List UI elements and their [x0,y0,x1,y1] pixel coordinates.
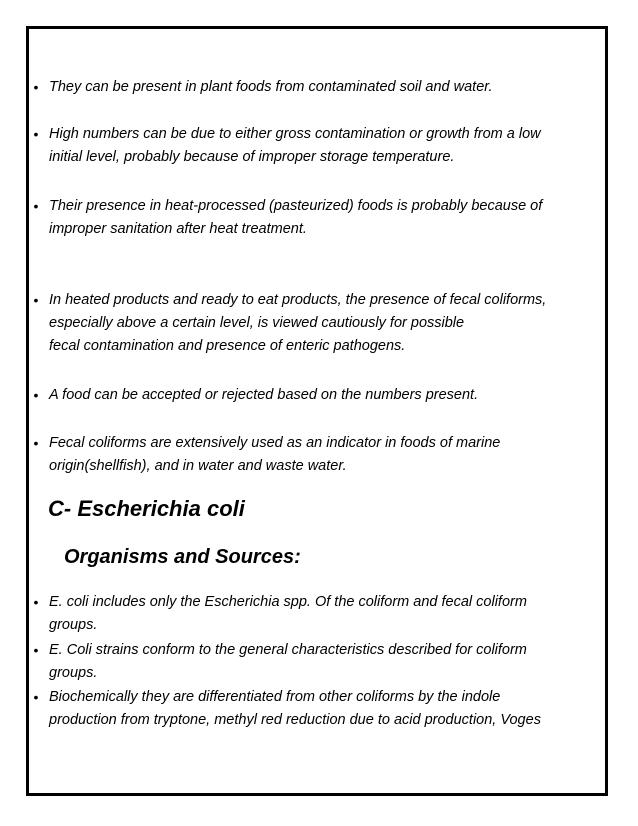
bullet-dot: • [33,594,39,610]
bullet-dot: • [33,435,39,451]
bullet-dot: • [33,79,39,95]
bullet-item [29,289,594,358]
bullet-item [29,639,594,685]
bullet-item [29,384,594,407]
bullet-item [29,432,594,478]
bullet-dot: • [33,292,39,308]
bullet-dot: • [33,689,39,705]
bullet-dot: • [33,642,39,658]
bullet-text: A food can be accepted or rejected based on the numbers present. [49,387,479,403]
bullet-text: Their presence in heat-processed (pasteurized) foods is probably because of improper sanitation after heat treatment. [49,198,543,237]
bullet-dot: • [33,387,39,403]
bullet-item [29,195,594,241]
bullet-item [29,591,594,637]
bullet-text: E. coli includes only the Escherichia spp. Of the coliform and fecal coliform groups. [49,594,527,633]
section-heading: C- Escherichia coli [48,496,245,521]
bullet-text: In heated products and ready to eat products, the presence of fecal coliforms, especially above a certain level, is viewed cautiously for possible fecal contamination and presence of enteric pathogens. [49,292,547,354]
bullet-dot: • [33,126,39,142]
bullet-item [29,686,594,732]
bullet-item [29,123,594,169]
bullet-item [29,76,594,99]
bullet-dot: • [33,198,39,214]
bullet-text: High numbers can be due to either gross contamination or growth from a low initial level, probably because of improper storage temperature. [49,126,541,165]
subsection-heading: Organisms and Sources: [64,546,301,568]
bullet-text: Biochemically they are differentiated from other coliforms by the indole production from tryptone, methyl red reduction due to acid production, Voges [49,689,541,728]
bullet-text: They can be present in plant foods from contaminated soil and water. [49,79,493,95]
bullet-text: Fecal coliforms are extensively used as an indicator in foods of marine origin(shellfish), and in water and waste water. [49,435,501,474]
bullet-text: E. Coli strains conform to the general characteristics described for coliform groups. [49,642,527,681]
